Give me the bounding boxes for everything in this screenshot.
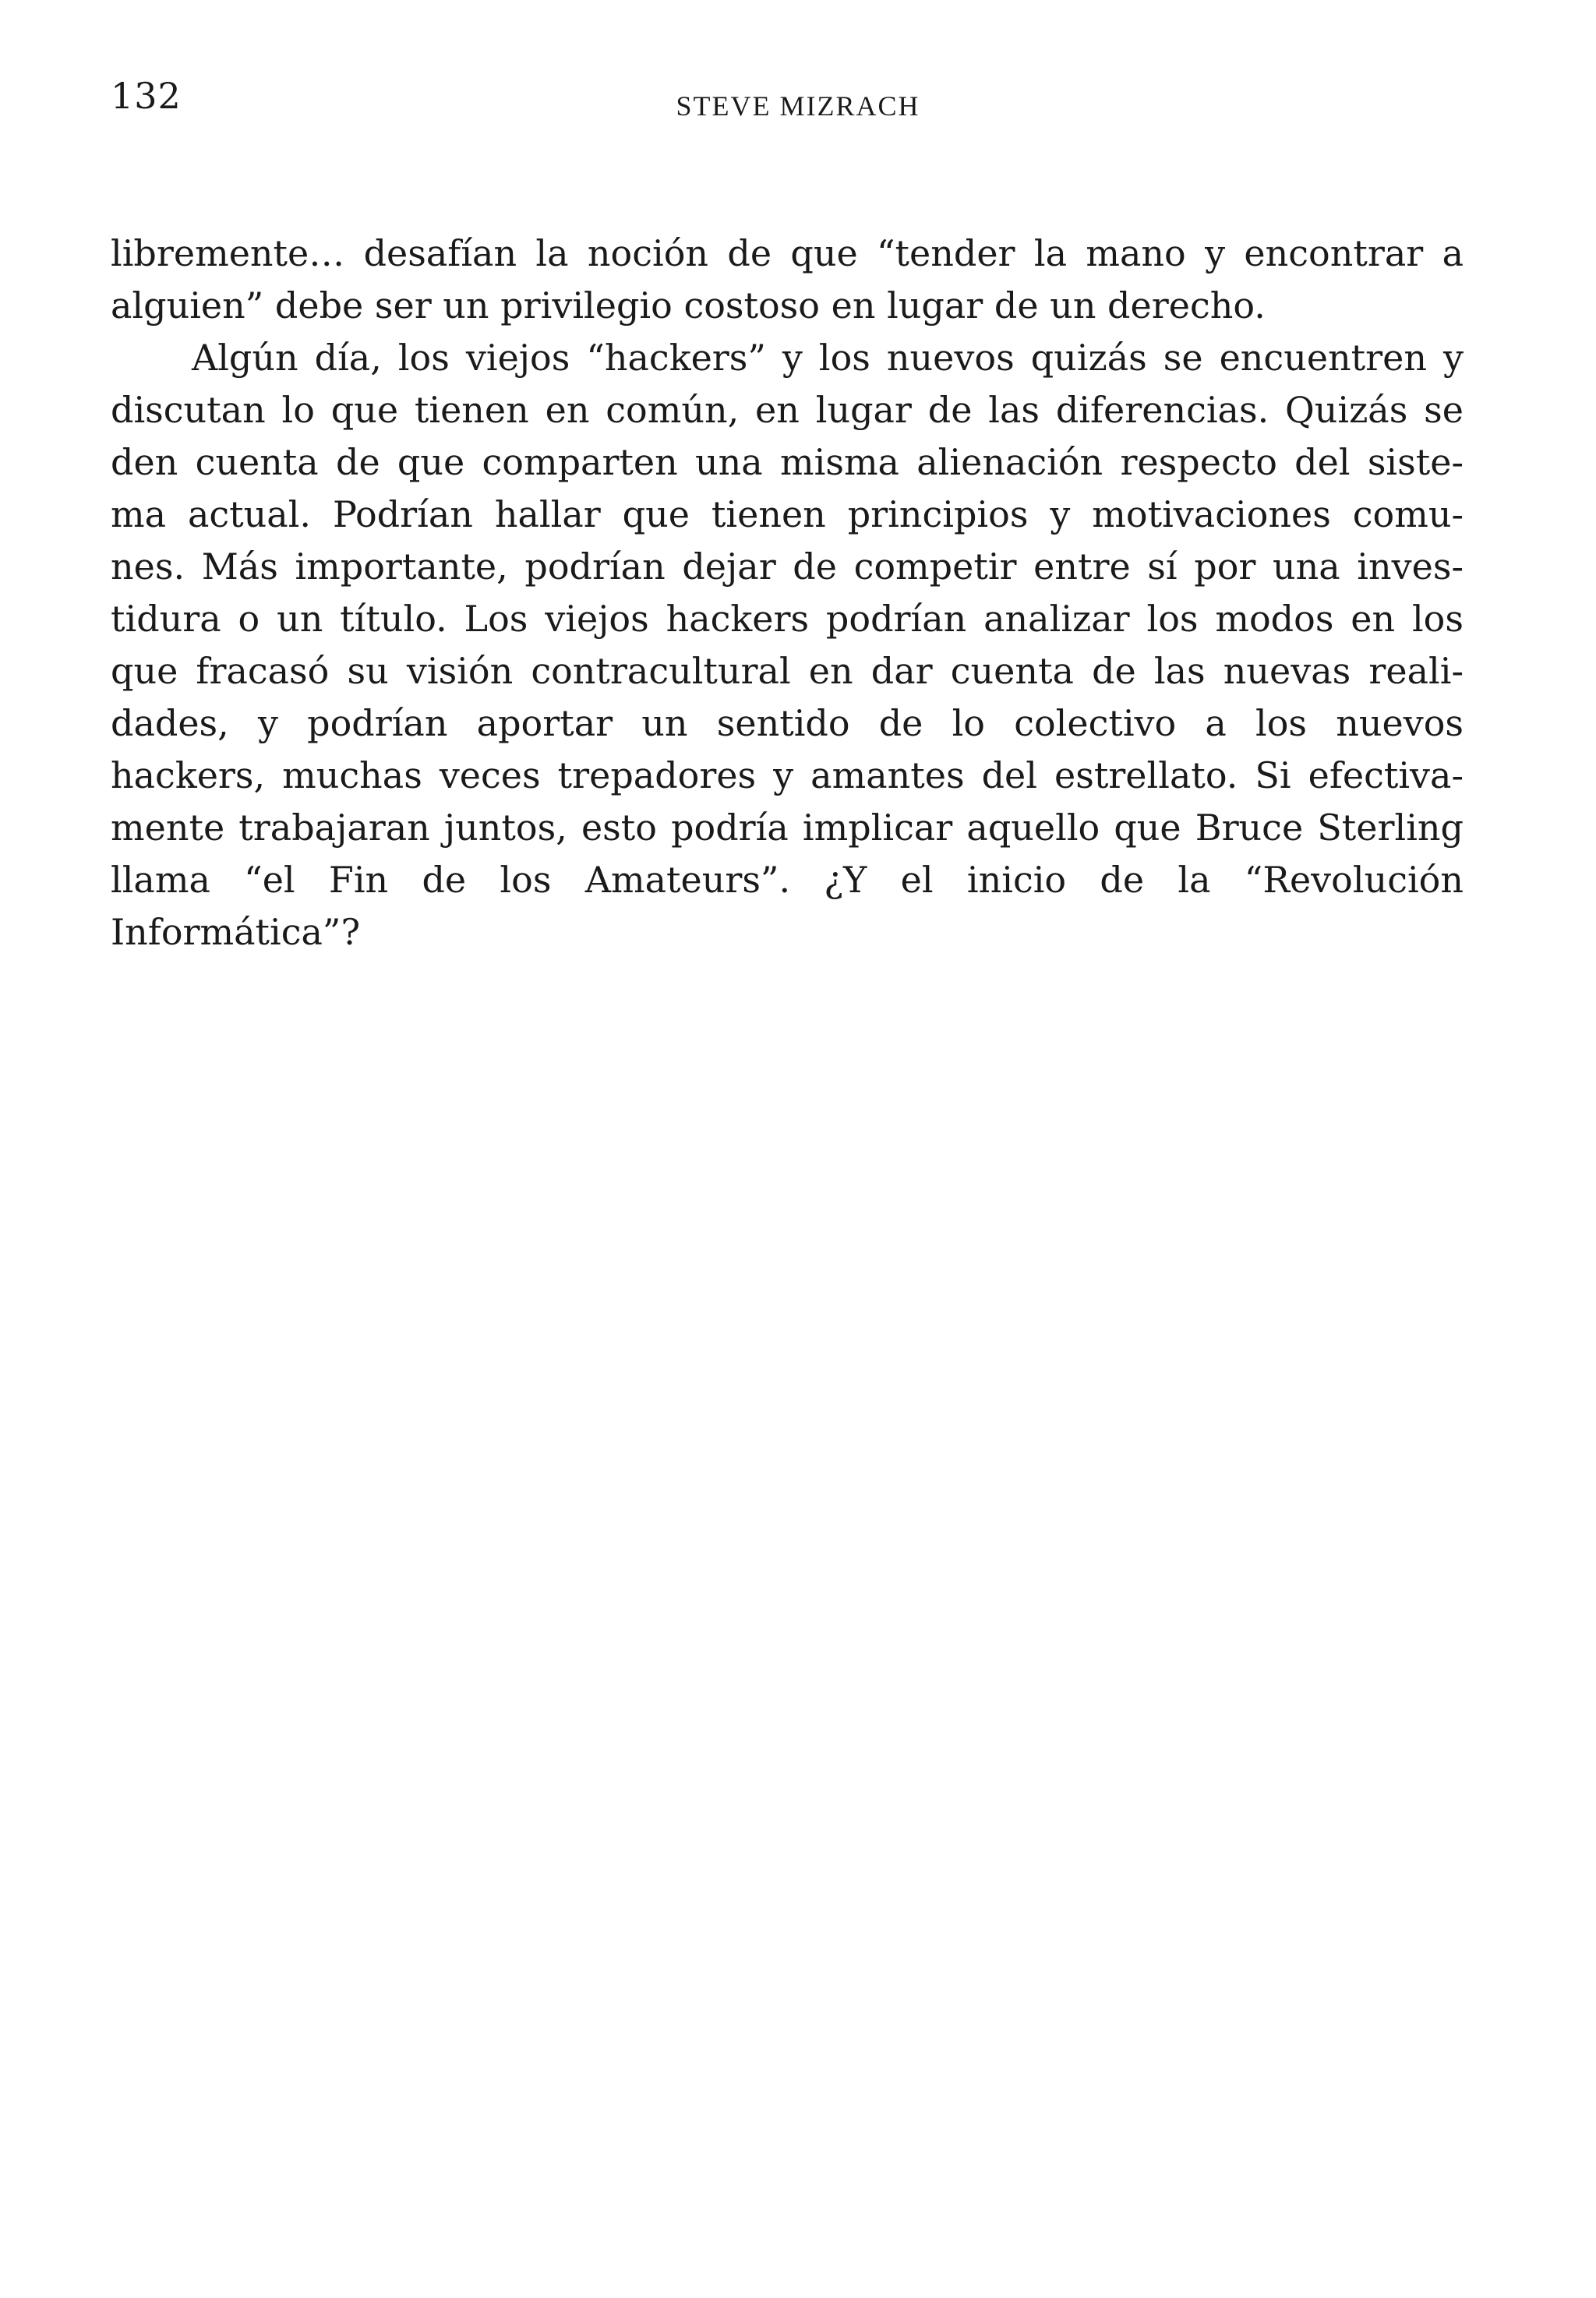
text-line: tidura o un título. Los viejos hackers podrían analizar los modos en los xyxy=(111,598,1464,640)
text-line: mente trabajaran juntos, esto podría implicar aquello que Bruce Sterling xyxy=(111,807,1464,849)
text-line: Algún día, los viejos “hackers” y los nuevos quizás se encuentren y xyxy=(192,337,1464,379)
text-line: Informática”? xyxy=(111,911,361,953)
text-line: alguien” debe ser un privilegio costoso en lugar de un derecho. xyxy=(111,284,1266,327)
page-number: 132 xyxy=(111,75,182,117)
text-line: hackers, muchas veces trepadores y amantes del estrellato. Si efectiva- xyxy=(111,754,1464,796)
running-head: STEVE MIZRACH xyxy=(676,90,920,122)
text-line: llama “el Fin de los Amateurs”. ¿Y el inicio de la “Revolución xyxy=(111,859,1464,901)
body-text xyxy=(111,228,1464,958)
text-line: dades, y podrían aportar un sentido de lo colectivo a los nuevos xyxy=(111,702,1464,744)
text-line: discutan lo que tienen en común, en lugar de las diferencias. Quizás se xyxy=(111,389,1464,431)
text-line: que fracasó su visión contracultural en dar cuenta de las nuevas reali- xyxy=(111,650,1464,692)
text-line: libremente… desafían la noción de que “tender la mano y encontrar a xyxy=(111,232,1464,274)
text-line: den cuenta de que comparten una misma alienación respecto del siste- xyxy=(111,441,1464,483)
text-line: nes. Más importante, podrían dejar de competir entre sí por una inves- xyxy=(111,545,1464,588)
text-line: ma actual. Podrían hallar que tienen principios y motivaciones comu- xyxy=(111,493,1464,535)
